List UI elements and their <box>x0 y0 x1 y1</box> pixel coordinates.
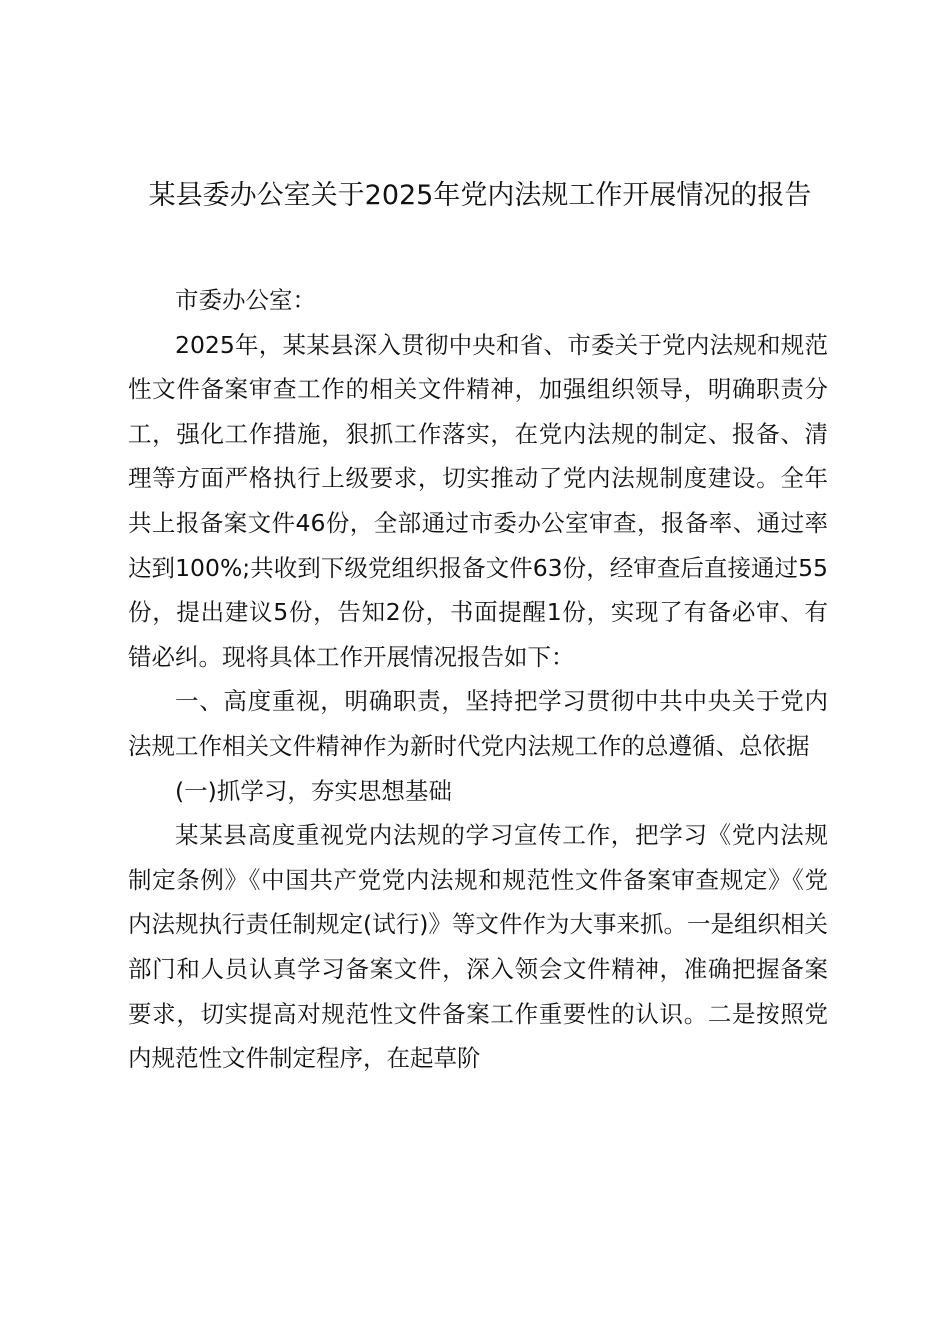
document-body <box>128 278 828 1081</box>
section-heading-1: 一、高度重视，明确职责，坚持把学习贯彻中共中央关于党内法规工作相关文件精神作为新时代党内法规工作的总遵循、总依据 <box>128 687 828 760</box>
document-title: 某县委办公室关于2025年党内法规工作开展情况的报告 <box>148 180 812 211</box>
salutation-paragraph: 市委办公室： <box>175 286 316 314</box>
intro-paragraph: 2025年，某某县深入贯彻中央和省、市委关于党内法规和规范性文件备案审查工作的相关文件精神，加强组织领导，明确职责分工，强化工作措施，狠抓工作落实，在党内法规的制定、报备、清理等方面严格执行上级要求，切实推动了党内法规制度建设。全年共上报备案文件46份，全部通过市委办公室审查，报备率、通过率达到100%;共收到下级党组织报备文件63份，经审查后直接通过55份，提出建议5份，告知2份，书面提醒1份，实现了有备必审、有错必纠。现将具体工作开展情况报告如下： <box>128 330 828 671</box>
body-paragraph: 某某县高度重视党内法规的学习宣传工作，把学习《党内法规制定条例》《中国共产党党内法规和规范性文件备案审查规定》《党内法规执行责任制规定(试行)》等文件作为大事来抓。一是组织相关部门和人员认真学习备案文件，深入领会文件精神，准确把握备案要求，切实提高对规范性文件备案工作重要性的认识。二是按照党内规范性文件制定程序，在起草阶 <box>128 821 828 1073</box>
subsection-heading-1: (一)抓学习，夯实思想基础 <box>175 776 452 805</box>
